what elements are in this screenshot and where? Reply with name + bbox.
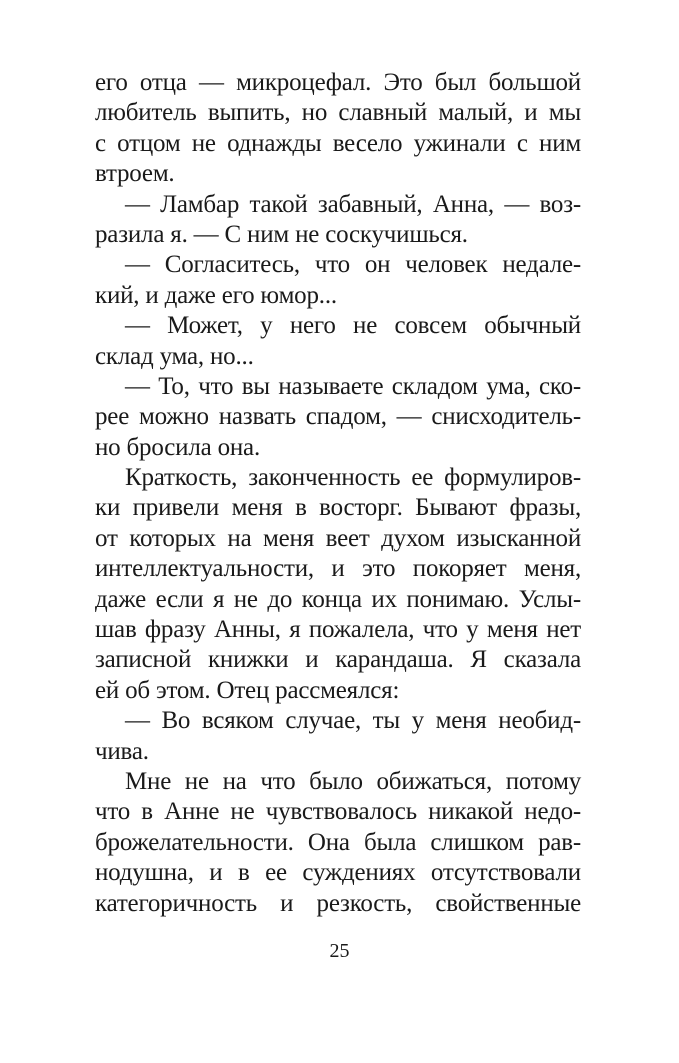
text-line: — То, что вы называете складом ума, ско- xyxy=(125,372,581,400)
text-line: ей об этом. Отец рассмеялся: xyxy=(95,676,400,704)
book-page-text xyxy=(95,68,581,919)
text-line: чива. xyxy=(95,737,149,765)
text-line: разила я. — С ним не соскучишься. xyxy=(95,220,468,248)
text-line: что в Анне не чувствовалось никакой недо- xyxy=(95,798,581,826)
page-number: 25 xyxy=(329,940,350,962)
text-line: рее можно назвать спадом, — снисходитель- xyxy=(95,403,581,431)
text-line: записной книжки и карандаша. Я сказала xyxy=(95,646,581,674)
text-line: — Может, у него не совсем обычный xyxy=(125,312,581,340)
text-line: Краткость, законченность ее формулиров- xyxy=(125,464,581,492)
text-line: втроем. xyxy=(95,160,175,188)
text-line: категоричность и резкость, свойственные xyxy=(95,889,581,917)
text-line: склад ума, но... xyxy=(95,342,254,370)
text-line: — Согласитесь, что он человек недале- xyxy=(125,251,581,279)
text-line: от которых на меня веет духом изысканной xyxy=(95,524,581,552)
text-line: брожелательности. Она была слишком рав- xyxy=(95,828,581,856)
text-line: даже если я не до конца их понимаю. Услы- xyxy=(95,585,581,613)
text-line: с отцом не однажды весело ужинали с ним xyxy=(95,129,581,157)
text-line: кий, и даже его юмор... xyxy=(95,281,337,309)
text-line: но бросила она. xyxy=(95,433,260,461)
text-line: интеллектуальности, и это покоряет меня, xyxy=(95,555,581,583)
text-line: нодушна, и в ее суждениях отсутствовали xyxy=(95,859,581,887)
text-line: ки привели меня в восторг. Бывают фразы, xyxy=(95,494,581,522)
text-line: его отца — микроцефал. Это был большой xyxy=(95,69,581,96)
text-line: Мне не на что было обижаться, потому xyxy=(125,767,581,795)
text-line: — Ламбар такой забавный, Анна, — воз- xyxy=(125,190,581,218)
text-line: — Во всяком случае, ты у меня необид- xyxy=(125,707,581,735)
text-line: шав фразу Анны, я пожалела, что у меня нет xyxy=(95,616,581,644)
text-line: любитель выпить, но славный малый, и мы xyxy=(95,99,581,127)
